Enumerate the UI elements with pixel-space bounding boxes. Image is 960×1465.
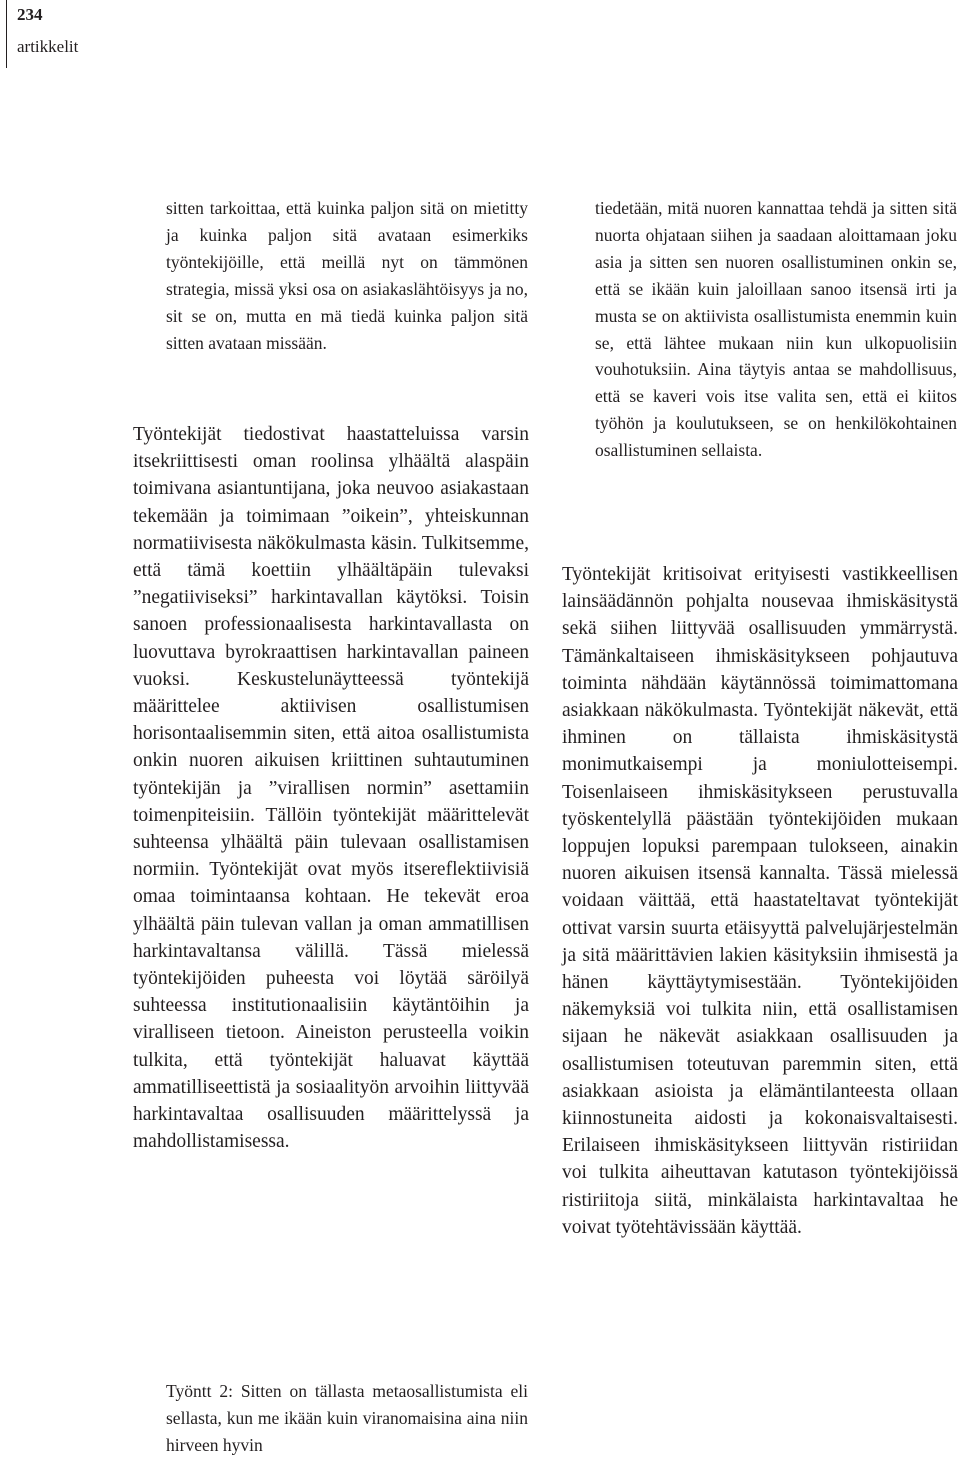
section-label: artikkelit (17, 37, 79, 56)
interview-quote: sitten tarkoittaa, että kuinka paljon sitä on mietitty ja kuinka paljon sitä avataan esimerkiks työntekijöille, että meillä nyt on tämmönen strategia, missä yksi osa on asiakaslähtöisyys ja no, sit se on, mutta en mä tiedä kuinka paljon sitä sitten avataan missään. (166, 198, 528, 353)
page-number: 234 (17, 5, 43, 24)
interview-quote: Työntt 2: Sitten on tällasta metaosallistumista eli sellasta, kun me ikään kuin viranomaisina aina niin hirveen hyvin (166, 1381, 528, 1455)
body-paragraph: Työntekijät tiedostivat haastatteluissa varsin itsekriittisesti oman roolinsa ylhäältä alaspäin toimivana asiantuntijana, joka neuvoo asiakastaan tekemään ja toimimaan ”oikein”, yhteiskunnan normatiivisesta näkökulmasta käsin. Tulkitsemme, että tämä koettiin ylhäältäpäin tulevaksi ”negatiiviseksi” harkintavallan käytöksi. Toisin sanoen professionaalisesta harkintavallasta on luovuttava byrokraattisen harkintavallan paineen vuoksi. Keskustelunäytteessä työntekijä määrittelee aktiivisen osallistumisen horisontaalisemmin siten, että aitoa osallistumista onkin nuoren aikuisen kriittinen suhtautuminen työntekijän ja ”virallisen normin” asettamiin toimenpiteisiin. Tällöin työntekijät määrittelevät suhteensa ylhäältä päin tulevaan osallistamisen normiin. Työntekijät ovat myös itsereflektiivisiä omaa toimintaansa kohtaan. He tekevät eroa ylhäältä päin tulevan vallan ja oman ammatillisen harkintavaltansa välillä. Tässä mielessä työntekijöiden puheesta voi löytää säröilyä suhteessa institutionaalisiin käytäntöihin ja viralliseen tietoon. Aineiston perusteella voikin tulkita, että työntekijät haluavat käyttää ammatilliseettistä ja sosiaalityön arvoihin liittyvää harkintavaltaa osallisuuden määrittelyssä ja mahdollistamisessa. (133, 424, 529, 1153)
body-paragraph: Työntekijät kritisoivat erityisesti vastikkeellisen lainsäädännön pohjalta nousevaa ihmiskäsitystä sekä siihen liittyvää osallisuuden ymmärrystä. Tämänkaltaiseen ihmiskäsitykseen pohjautuva toiminta nähdään käytännössä toimimattomana asiakkaan näkökulmasta. Työntekijät näkevät, että ihminen on tällaista ihmiskäsitystä monimutkaisempi ja moniulotteisempi. Toisenlaiseen ihmiskäsitykseen perustuvalla työskentelyllä päästään työntekijöiden mukaan loppujen lopuksi parempaan tulokseen, ainakin nuoren aikuisen itsensä kannalta. Tässä mielessä voidaan väittää, että haastateltavat työntekijät ottivat varsin suurta etäisyyttä palvelujärjestelmän ja sitä määrittävien lakien käsityksiin ihmisestä ja hänen käyttäytymisestään. Työntekijöiden näkemyksiä voi tulkita niin, että osallistamisen sijaan he näkevät asiakkaan osallisuuden ja osallistumisen toteutuvan paremmin siten, että asiakkaan asioista ja elämäntilanteesta ollaan kiinnostuneita aidosti ja kokonaisvaltaisesti. Erilaiseen ihmiskäsitykseen liittyvän ristiriidan voi tulkita aiheuttavan katutason työntekijöissä ristiriitoja siitä, minkälaista harkintavaltaa he voivat työtehtävissään käyttää. (562, 564, 958, 1238)
interview-quote: tiedetään, mitä nuoren kannattaa tehdä ja sitten sitä nuorta ohjataan siihen ja saadaan aloittamaan joku asia ja sitten sen nuoren osallistuminen onkin se, että se ikään kuin jaloillaan sanoo itsensä irti ja musta se on aktiivista osallistumista enemmin kuin se, että lähtee mukaan niin kun ulkopuolisiin vouhotuksiin. Aina täytyis antaa se mahdollisuus, että se kaveri vois itse valita sen, että ei kiitos työhön ja koulutukseen, se on henkilökohtainen osallistuminen sellaista. (595, 198, 957, 461)
page-header (6, 0, 79, 68)
